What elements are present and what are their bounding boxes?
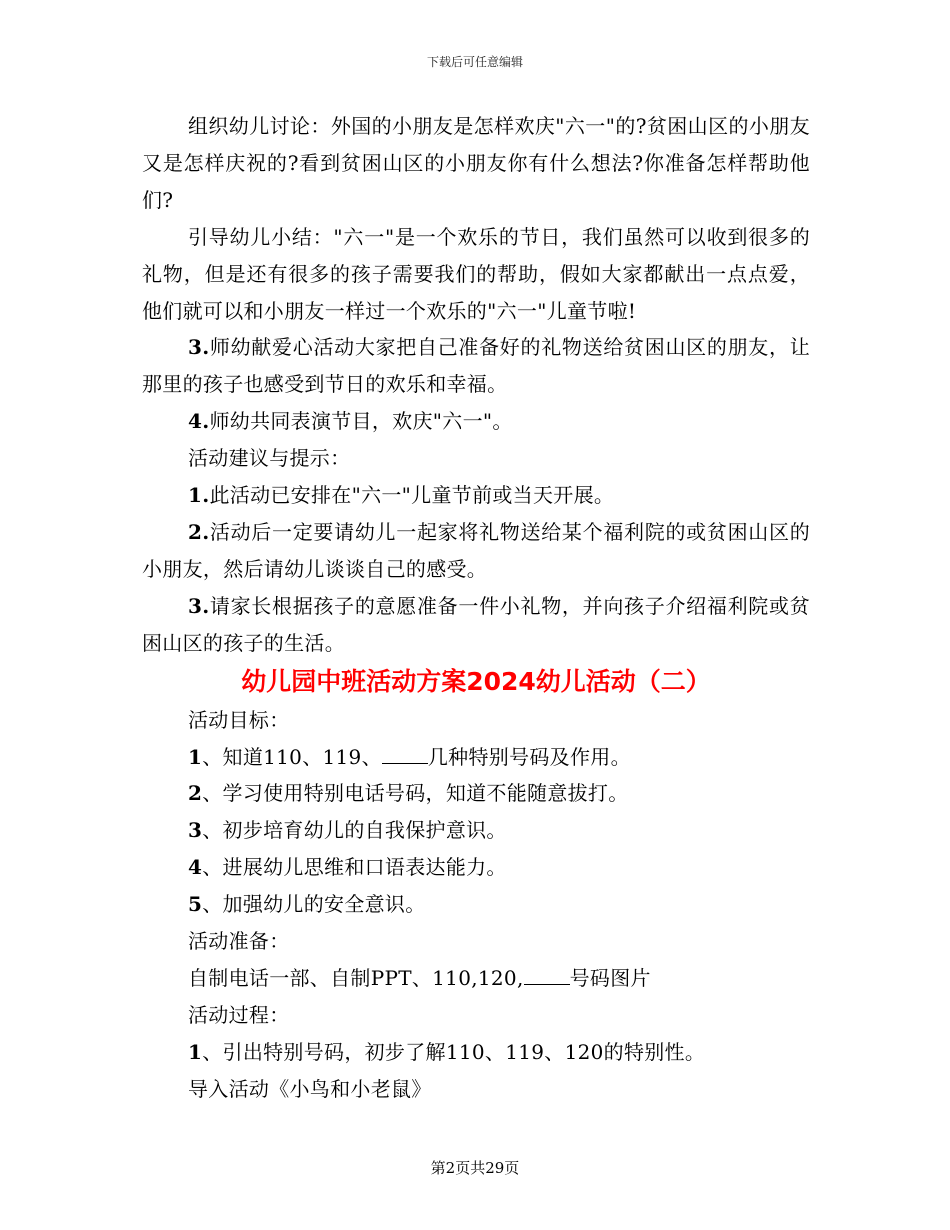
fill-blank: [382, 747, 428, 764]
document-body: [142, 108, 810, 1108]
page-footer: 第2页共29页: [430, 1159, 520, 1177]
goal-number: 2: [188, 781, 203, 806]
paragraph-step-4: [142, 403, 810, 440]
step-number: 4.: [188, 409, 210, 434]
section-title: 幼儿园中班活动方案2024幼儿活动（二）: [241, 666, 711, 696]
prep-item: [142, 960, 810, 997]
suggestion-1: [142, 477, 810, 514]
fill-blank: [524, 968, 570, 985]
prep-text: 自制电话一部、自制PPT、110,120,: [188, 965, 524, 990]
process-heading: 活动过程：: [188, 1002, 290, 1027]
paragraph-text: 师幼共同表演节目，欢庆"六一"。: [209, 409, 513, 434]
step-number: 3.: [188, 335, 210, 360]
suggestion-3: [142, 588, 810, 662]
paragraph-text: 活动建议与提示：: [188, 446, 351, 471]
goal-number: 1: [188, 744, 203, 769]
step-number: 1.: [188, 483, 210, 508]
goal-item-3: [142, 812, 810, 849]
suggestion-2: [142, 514, 810, 588]
goal-item-1: [142, 739, 810, 776]
goal-text: 、知道110、119、: [202, 744, 382, 769]
process-item-1: [142, 1034, 810, 1071]
step-number: 3.: [188, 593, 210, 618]
goal-item-5: [142, 886, 810, 923]
process-text: 、引出特别号码，初步了解110、119、120的特别性。: [202, 1039, 706, 1064]
goal-number: 4: [188, 855, 203, 880]
page-header: 下载后可任意编辑: [426, 55, 523, 69]
goals-heading: 活动目标：: [188, 707, 290, 732]
goal-text: 、学习使用特别电话号码，知道不能随意拔打。: [202, 781, 629, 806]
goal-text: 、进展幼儿思维和口语表达能力。: [202, 855, 507, 880]
paragraph-discussion: [142, 108, 810, 219]
paragraph-step-3: [142, 329, 810, 403]
paragraph-text: 师幼献爱心活动大家把自己准备好的礼物送给贫困山区的朋友，让那里的孩子也感受到节日的欢乐和幸福。: [142, 335, 810, 397]
prep-heading: 活动准备：: [188, 929, 290, 954]
paragraph-text: 请家长根据孩子的意愿准备一件小礼物，并向孩子介绍福利院或贫困山区的孩子的生活。: [142, 593, 810, 655]
prep-text: 号码图片: [569, 965, 651, 990]
step-number: 2.: [188, 519, 210, 544]
process-item-2: 导入活动《小鸟和小老鼠》: [188, 1076, 432, 1101]
goal-item-2: [142, 775, 810, 812]
paragraph-text: 引导幼儿小结："六一"是一个欢乐的节日，我们虽然可以收到很多的礼物，但是还有很多的孩子需要我们的帮助，假如大家都献出一点点爱，他们就可以和小朋友一样过一个欢乐的"六一"儿童节啦!: [142, 224, 810, 323]
goal-text: 、加强幼儿的安全意识。: [202, 892, 426, 917]
paragraph-summary: [142, 219, 810, 330]
goal-text: 几种特别号码及作用。: [427, 744, 631, 769]
goal-item-4: [142, 849, 810, 886]
paragraph-text: 组织幼儿讨论：外国的小朋友是怎样欢庆"六一"的?贫困山区的小朋友又是怎样庆祝的?看到贫困山区的小朋友你有什么想法?你准备怎样帮助他们?: [142, 114, 810, 212]
goal-text: 、初步培育幼儿的自我保护意识。: [202, 818, 507, 843]
process-number: 1: [188, 1039, 203, 1064]
goal-number: 5: [188, 892, 203, 917]
paragraph-text: 此活动已安排在"六一"儿童节前或当天开展。: [209, 483, 615, 508]
heading-suggestions: [142, 440, 810, 477]
paragraph-text: 活动后一定要请幼儿一起家将礼物送给某个福利院的或贫困山区的小朋友，然后请幼儿谈谈自己的感受。: [142, 519, 810, 581]
goal-number: 3: [188, 818, 203, 843]
